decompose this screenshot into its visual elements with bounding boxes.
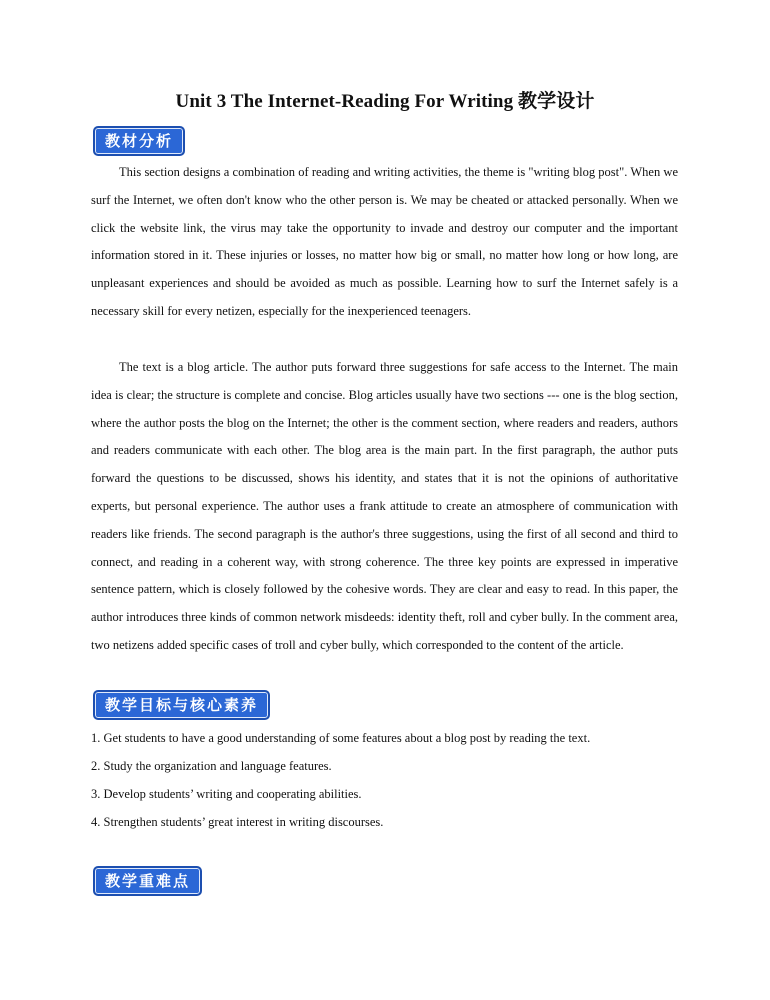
list-item: 3. Develop students’ writing and cooperating abilities. (91, 787, 362, 801)
section-heading-teaching-objectives: 教学目标与核心素养 (93, 690, 270, 720)
paragraph: This section designs a combination of reading and writing activities, the theme is "writing blog post". When we surf the Internet, we often don't know who the other person is. We may be cheated or attacked personally. When we click the website link, the virus may take the opportunity to invade and destroy our computer and the important information stored in it. These injuries or losses, no matter how big or small, no matter how long or how long, are unpleasant experiences and should be avoided as much as possible. Learning how to surf the Internet safely is a necessary skill for every netizen, especially for the inexperienced teenagers. (91, 165, 678, 318)
section-heading-key-difficult-points: 教学重难点 (93, 866, 202, 896)
list-item: 1. Get students to have a good understanding of some features about a blog post by reading the text. (91, 731, 591, 745)
list-item: 4. Strengthen students’ great interest in writing discourses. (91, 815, 384, 829)
paragraph: The text is a blog article. The author puts forward three suggestions for safe access to the Internet. The main idea is clear; the structure is complete and concise. Blog articles usually have two sections --- one is the blog section, where the author posts the blog on the Internet; the other is the comment section, where readers and readers, authors and readers communicate with each other. The blog area is the main part. In the first paragraph, the author puts forward the questions to be discussed, shows his identity, and states that it is not the opinions of authoritative experts, but personal experience. The author uses a frank attitude to create an atmosphere of communication with readers like friends. The second paragraph is the author's three suggestions, using the first of all second and third to connect, and reading in a coherent way, with strong coherence. The three key points are expressed in imperative sentence pattern, which is closely followed by the cohesive words. They are clear and easy to read. In this paper, the author introduces three kinds of common network misdeeds: identity theft, roll and cyber bully. In the comment area, two netizens added specific cases of troll and cyber bully, which corresponded to the content of the article. (91, 360, 678, 652)
page-title: Unit 3 The Internet-Reading For Writing 教学设计 (175, 91, 595, 112)
list-item: 2. Study the organization and language features. (91, 759, 332, 773)
objectives-list (91, 724, 678, 836)
section-heading-textbook-analysis: 教材分析 (93, 126, 185, 156)
